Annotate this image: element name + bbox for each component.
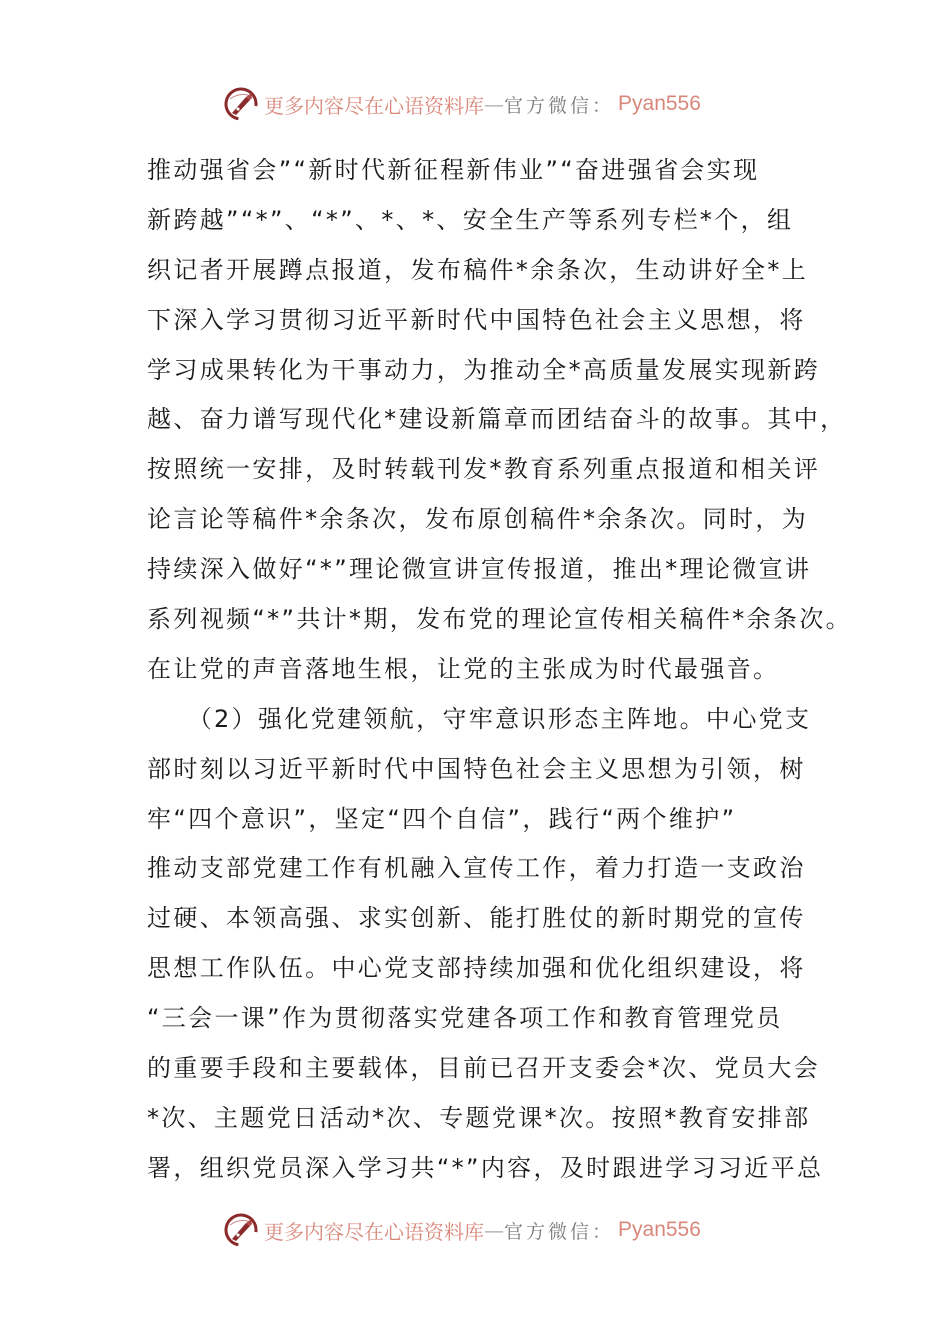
text-line: 部时刻以习近平新时代中国特色社会主义思想为引领，树 xyxy=(147,754,806,783)
text-line: *次、主题党日活动*次、专题党课*次。按照*教育安排部 xyxy=(147,1103,811,1132)
text-line: 的重要手段和主要载体，目前已召开支委会*次、党员大会 xyxy=(147,1054,821,1083)
quill-pen-logo-icon xyxy=(224,87,258,121)
text-line: “三会一课”作为贯彻落实党建各项工作和教育管理党员 xyxy=(147,1004,783,1033)
watermark-dash: — xyxy=(484,1218,504,1242)
text-line: 下深入学习贯彻习近平新时代中国特色社会主义思想，将 xyxy=(147,305,806,334)
text-line: 过硬、本领高强、求实创新、能打胜仗的新时期党的宣传 xyxy=(147,904,806,933)
watermark-id-text: Pyan556 xyxy=(618,1218,701,1241)
text-line: 思想工作队伍。中心党支部持续加强和优化组织建设，将 xyxy=(147,954,806,983)
text-line: 新跨越”“*”、“*”、*、*、安全生产等系列专栏*个，组 xyxy=(147,205,794,234)
watermark-main-text: 更多内容尽在心语资料库 xyxy=(264,1219,484,1244)
text-line: 织记者开展蹲点报道，发布稿件*余条次，生动讲好全*上 xyxy=(147,255,809,284)
text-line: 系列视频“*”共计*期，发布党的理论宣传相关稿件*余条次。 xyxy=(147,605,853,634)
watermark-id-text: Pyan556 xyxy=(618,92,701,115)
text-line: 在让党的声音落地生根，让党的主张成为时代最强音。 xyxy=(147,654,780,683)
header-watermark xyxy=(224,84,701,124)
watermark-sub-text: 官方微信： xyxy=(504,1220,615,1243)
quill-pen-logo-icon xyxy=(224,1213,258,1247)
text-line: 持续深入做好“*”理论微宣讲宣传报道，推出*理论微宣讲 xyxy=(147,555,812,584)
watermark-dash: — xyxy=(484,92,504,116)
text-line: 按照统一安排，及时转载刊发*教育系列重点报道和相关评 xyxy=(147,455,821,484)
text-line: 推动支部党建工作有机融入宣传工作，着力打造一支政治 xyxy=(147,854,806,883)
footer-watermark xyxy=(224,1210,701,1250)
text-line: 署，组织党员深入学习共“*”内容，及时跟进学习习近平总 xyxy=(147,1153,824,1182)
text-line: 推动强省会”“新时代新征程新伟业”“奋进强省会实现 xyxy=(147,156,760,184)
document-body xyxy=(147,146,853,1194)
watermark-sub-text: 官方微信： xyxy=(504,94,615,117)
text-line: 论言论等稿件*余条次，发布原创稿件*余条次。同时，为 xyxy=(147,505,809,534)
text-line: 学习成果转化为干事动力，为推动全*高质量发展实现新跨 xyxy=(147,355,821,384)
section-heading-line: （2）强化党建领航，守牢意识形态主阵地。中心党支 xyxy=(147,704,812,733)
watermark-main-text: 更多内容尽在心语资料库 xyxy=(264,93,484,118)
text-line: 牢“四个意识”，坚定“四个自信”，践行“两个维护” xyxy=(147,804,737,833)
text-line: 越、奋力谱写现代化*建设新篇章而团结奋斗的故事。其中， xyxy=(147,405,847,434)
